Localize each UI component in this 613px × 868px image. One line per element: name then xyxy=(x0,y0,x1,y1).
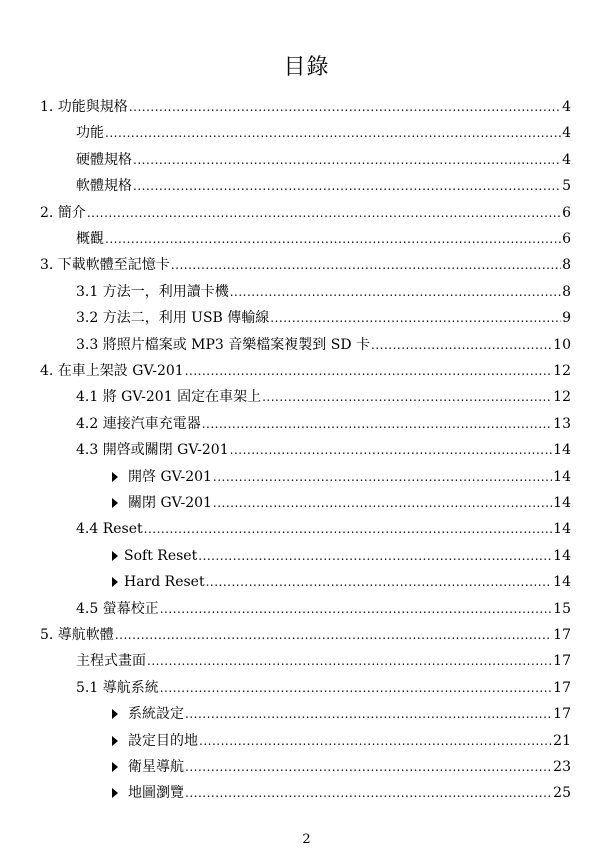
toc-entry-title xyxy=(40,94,128,120)
dot-leader xyxy=(185,754,552,780)
toc-entry-title xyxy=(112,780,184,806)
dot-leader xyxy=(144,516,553,542)
dot-leader xyxy=(213,490,552,516)
toc-entry[interactable] xyxy=(76,411,571,437)
dot-leader xyxy=(213,464,552,490)
toc-entry[interactable] xyxy=(112,569,571,595)
toc-entry[interactable] xyxy=(76,173,571,199)
toc-entry-label: 設定目的地 xyxy=(128,732,198,749)
toc-entry-label: 4. 在車上架設 GV-201 xyxy=(40,363,184,379)
toc-entry-label: 軟體規格 xyxy=(76,178,132,195)
toc-entry-label: 1. 功能與規格 xyxy=(40,99,128,115)
toc-entry-page: 5 xyxy=(562,178,571,195)
toc-entry[interactable] xyxy=(112,701,571,727)
toc-entry[interactable] xyxy=(112,490,571,516)
toc-entry-label: 主程式畫面 xyxy=(76,653,146,670)
toc-entry-label: 4.5 螢幕校正 xyxy=(76,600,159,617)
toc-entry[interactable] xyxy=(76,279,571,305)
toc-entry[interactable] xyxy=(76,648,571,674)
toc-entry[interactable] xyxy=(40,622,571,648)
triangle-bullet-icon xyxy=(112,472,118,482)
toc-entry-title xyxy=(76,384,261,410)
toc-entry-label: 功能 xyxy=(76,125,104,142)
toc-entry-page: 14 xyxy=(553,521,571,538)
triangle-bullet-icon xyxy=(112,709,118,719)
toc-entry-title xyxy=(40,200,86,226)
toc-entry-page: 14 xyxy=(553,468,571,485)
dot-leader xyxy=(171,252,561,278)
dot-leader xyxy=(262,384,552,410)
toc-entry[interactable] xyxy=(76,226,571,252)
toc-entry-label: 開啓 GV-201 xyxy=(128,468,212,485)
toc-entry-label: 5. 導航軟體 xyxy=(40,627,114,643)
toc-entry-title xyxy=(76,411,201,437)
toc-entry-page: 4 xyxy=(562,151,571,168)
toc-entry-title xyxy=(76,437,229,463)
dot-leader xyxy=(105,120,561,146)
toc-entry[interactable] xyxy=(76,305,571,331)
toc-entry-page: 10 xyxy=(553,336,571,353)
toc-entry-label: 4.4 Reset xyxy=(76,521,143,538)
toc-entry-page: 14 xyxy=(553,574,571,591)
toc-entry-title xyxy=(76,226,104,252)
triangle-bullet-icon xyxy=(112,762,118,772)
toc-entry-label: Hard Reset xyxy=(124,574,205,591)
dot-leader xyxy=(115,622,552,648)
toc-entry-label: Soft Reset xyxy=(124,547,198,564)
page-number: 2 xyxy=(302,832,311,847)
toc-entry-page: 9 xyxy=(562,310,571,327)
toc-entry-page: 14 xyxy=(553,442,571,459)
toc-entry[interactable] xyxy=(76,516,571,542)
triangle-bullet-icon xyxy=(112,498,118,508)
toc-entry-page: 25 xyxy=(553,785,571,802)
toc-entry[interactable] xyxy=(112,754,571,780)
toc-entry-page: 17 xyxy=(553,653,571,670)
toc-entry-title xyxy=(76,173,132,199)
toc-entry-title xyxy=(76,648,146,674)
toc-entry-page: 17 xyxy=(553,706,571,723)
toc-entry-title xyxy=(76,332,370,358)
toc-entry[interactable] xyxy=(40,252,571,278)
toc-entry-page: 6 xyxy=(562,231,571,247)
toc-entry-title xyxy=(112,569,205,595)
toc-entry-page: 6 xyxy=(562,204,571,221)
toc-entry-label: 2. 簡介 xyxy=(40,204,86,221)
toc-entry[interactable] xyxy=(76,332,571,358)
toc-entry-title xyxy=(112,728,198,754)
dot-leader xyxy=(199,728,552,754)
dot-leader xyxy=(87,200,561,226)
toc-entry[interactable] xyxy=(112,464,571,490)
toc-entry-label: 4.3 開啓或關閉 GV-201 xyxy=(76,442,229,459)
toc-entry[interactable] xyxy=(76,437,571,463)
toc-entry-page: 8 xyxy=(562,257,571,274)
toc-entry-label: 概觀 xyxy=(76,231,104,247)
toc-entry-title xyxy=(76,120,104,146)
toc-entry-label: 3. 下載軟體至記憶卡 xyxy=(40,257,170,274)
dot-leader xyxy=(198,543,552,569)
toc-entry-page: 17 xyxy=(553,627,571,643)
dot-leader xyxy=(185,701,552,727)
toc-entry-label: 3.2 方法二，利用 USB 傳輸線 xyxy=(76,310,270,327)
triangle-bullet-icon xyxy=(112,577,118,587)
toc-entry-label: 系統設定 xyxy=(128,706,184,723)
toc-entry-page: 14 xyxy=(553,547,571,564)
toc-entry-page: 13 xyxy=(553,415,571,432)
dot-leader xyxy=(202,411,552,437)
toc-entry-label: 地圖瀏覽 xyxy=(128,785,184,802)
dot-leader xyxy=(129,94,561,120)
toc-entry-title xyxy=(112,701,184,727)
dot-leader xyxy=(270,305,561,331)
toc-entry-page: 4 xyxy=(562,99,571,115)
toc-entry-title xyxy=(112,543,197,569)
toc-entry-page: 4 xyxy=(562,125,571,142)
toc-entry-label: 4.1 將 GV-201 固定在車架上 xyxy=(76,389,262,406)
dot-leader xyxy=(105,226,561,252)
toc-entry-title xyxy=(76,596,159,622)
toc-entry-title xyxy=(112,490,212,516)
toc-entry-label: 3.1 方法一，利用讀卡機 xyxy=(76,283,229,300)
toc-entry[interactable] xyxy=(76,596,571,622)
dot-leader xyxy=(147,648,552,674)
toc-entry[interactable] xyxy=(40,358,571,384)
triangle-bullet-icon xyxy=(112,736,118,746)
toc-entry-page: 12 xyxy=(553,389,571,406)
toc-entry-label: 關閉 GV-201 xyxy=(128,495,212,511)
toc-entry-label: 衛星導航 xyxy=(128,759,184,775)
toc-entry[interactable] xyxy=(76,120,571,146)
toc-entry[interactable] xyxy=(40,94,571,120)
toc-entry-page: 23 xyxy=(553,759,571,775)
toc-entry[interactable] xyxy=(40,200,571,226)
toc-entry-title xyxy=(76,279,229,305)
toc-entry-title xyxy=(76,305,269,331)
dot-leader xyxy=(133,173,561,199)
dot-leader xyxy=(230,437,553,463)
toc-entry-page: 14 xyxy=(553,495,571,511)
toc-entry[interactable] xyxy=(76,147,571,173)
triangle-bullet-icon xyxy=(112,788,118,798)
toc-entry-page: 17 xyxy=(553,679,571,696)
toc-entry-label: 4.2 連接汽車充電器 xyxy=(76,415,201,432)
dot-leader xyxy=(160,596,552,622)
dot-leader xyxy=(160,675,552,701)
toc-entry-page: 12 xyxy=(553,363,571,379)
triangle-bullet-icon xyxy=(112,551,118,561)
dot-leader xyxy=(185,358,552,384)
dot-leader xyxy=(133,147,561,173)
toc-entry-page: 8 xyxy=(562,283,571,300)
toc-entry[interactable] xyxy=(112,780,571,806)
toc-entry-label: 硬體規格 xyxy=(76,151,132,168)
toc-entry-title xyxy=(40,358,184,384)
toc-entry-title xyxy=(112,754,184,780)
page-title: 目錄 xyxy=(283,55,330,80)
toc-entry-label: 3.3 將照片檔案或 MP3 音樂檔案複製到 SD 卡 xyxy=(76,336,370,353)
toc-entry-title xyxy=(40,622,114,648)
toc-entry-title xyxy=(76,147,132,173)
toc-entry-title xyxy=(76,675,159,701)
toc-entry[interactable] xyxy=(112,728,571,754)
toc-entry-title xyxy=(112,464,212,490)
toc-entry-title xyxy=(40,252,170,278)
toc-entry-page: 21 xyxy=(553,732,571,749)
dot-leader xyxy=(230,279,561,305)
toc-entry[interactable] xyxy=(76,675,571,701)
toc-entry-title xyxy=(76,516,143,542)
toc-entry-page: 15 xyxy=(553,600,571,617)
dot-leader xyxy=(371,332,552,358)
dot-leader xyxy=(185,780,552,806)
dot-leader xyxy=(206,569,553,595)
toc-entry-label: 5.1 導航系統 xyxy=(76,679,159,696)
toc-entry[interactable] xyxy=(112,543,571,569)
toc-entry[interactable] xyxy=(76,384,571,410)
